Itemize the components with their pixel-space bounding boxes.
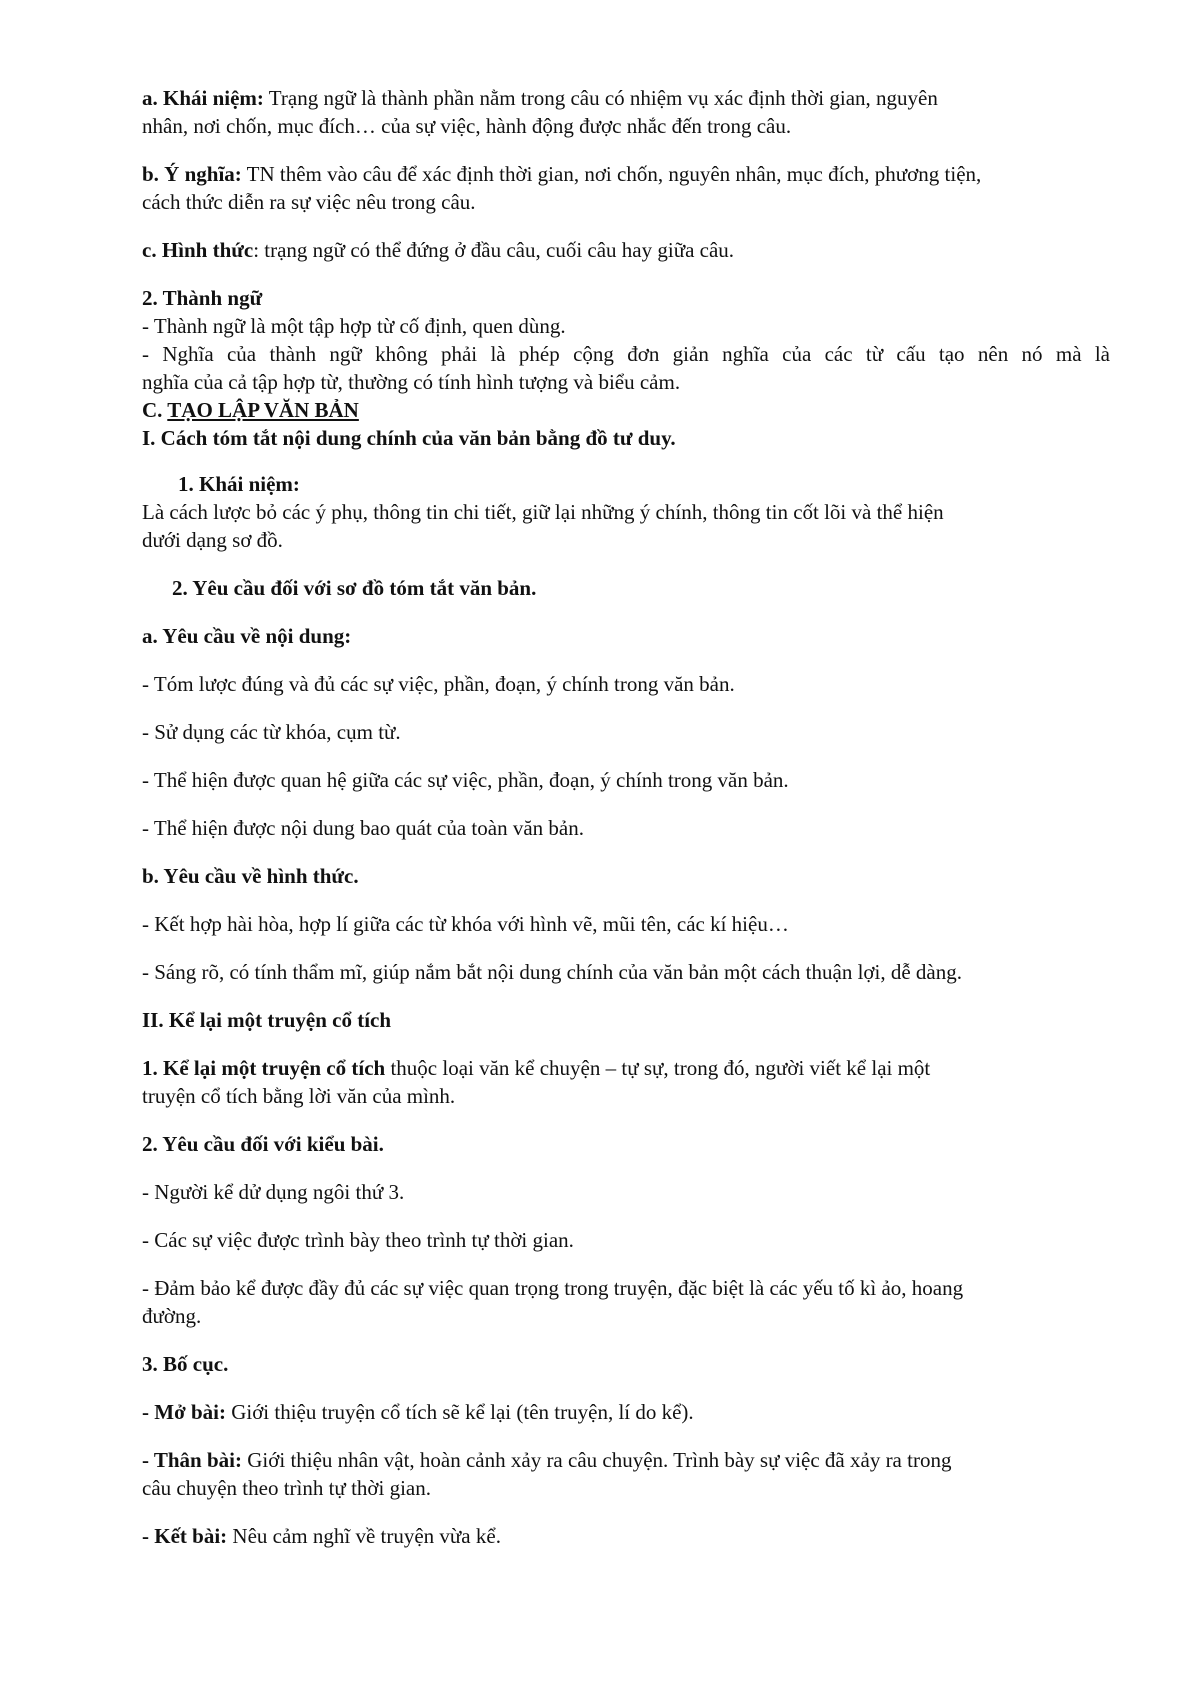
list-item: - Các sự việc được trình bày theo trình tự thời gian. [142,1228,574,1252]
paragraph-dinh-nghia: Là cách lược bỏ các ý phụ, thông tin chi tiết, giữ lại những ý chính, thông tin cốt lõi và thể hiện dưới dạng sơ đồ. [142,500,944,552]
paragraph-ke-lai: 1. Kể lại một truyện cổ tích thuộc loại văn kể chuyện – tự sự, trong đó, người viết kể lại một truyện cổ tích bằng lời văn của mình. [142,1056,931,1108]
heading-yeu-cau-kieu-bai: 2. Yêu cầu đối với kiểu bài. [142,1132,384,1156]
heading-section-i: I. Cách tóm tắt nội dung chính của văn bản bằng đồ tư duy. [142,426,676,450]
list-item: - Đảm bảo kể được đầy đủ các sự việc quan trọng trong truyện, đặc biệt là các yếu tố kì ảo, hoang đường. [142,1276,964,1328]
heading-section-ii: II. Kể lại một truyện cổ tích [142,1008,392,1032]
list-item: - Sử dụng các từ khóa, cụm từ. [142,720,401,744]
heading-part-c: C. TẠO LẬP VĂN BẢN [142,398,359,422]
heading-bo-cuc: 3. Bố cục. [142,1352,229,1376]
paragraph-ket-bai: - Kết bài: Nêu cảm nghĩ về truyện vừa kể. [142,1524,501,1548]
list-item: - Thành ngữ là một tập hợp từ cố định, quen dùng. [142,314,566,338]
paragraph-than-bai: - Thân bài: Giới thiệu nhân vật, hoàn cảnh xảy ra câu chuyện. Trình bày sự việc đã xảy ra trong câu chuyện theo trình tự thời gian. [142,1448,952,1500]
list-item: - Sáng rõ, có tính thẩm mĩ, giúp nắm bắt nội dung chính của văn bản một cách thuận lợi, dễ dàng. [142,960,963,984]
paragraph-y-nghia: b. Ý nghĩa: TN thêm vào câu để xác định thời gian, nơi chốn, nguyên nhân, mục đích, phương tiện, cách thức diễn ra sự việc nêu trong câu. [142,162,982,214]
list-item: - Tóm lược đúng và đủ các sự việc, phần, đoạn, ý chính trong văn bản. [142,672,735,696]
heading-yeu-cau-noi-dung: a. Yêu cầu về nội dung: [142,624,352,648]
subheading-khai-niem: 1. Khái niệm: [178,472,300,496]
heading-yeu-cau-hinh-thuc: b. Yêu cầu về hình thức. [142,864,359,888]
label-khai-niem: a. Khái niệm: [142,86,264,110]
paragraph-hinh-thuc: c. Hình thức: trạng ngữ có thể đứng ở đầu câu, cuối câu hay giữa câu. [142,238,735,262]
list-item: - Người kể dử dụng ngôi thứ 3. [142,1180,405,1204]
heading-thanh-ngu: 2. Thành ngữ [142,286,263,310]
list-item: - Thể hiện được quan hệ giữa các sự việc, phần, đoạn, ý chính trong văn bản. [142,768,789,792]
paragraph-mo-bai: - Mở bài: Giới thiệu truyện cổ tích sẽ kể lại (tên truyện, lí do kể). [142,1400,694,1424]
paragraph-khai-niem-trang-ngu: a. Khái niệm: Trạng ngữ là thành phần nằm trong câu có nhiệm vụ xác định thời gian, nguyên nhân, nơi chốn, mục đích… của sự việc, hành động được nhắc đến trong câu. [142,86,938,138]
label-hinh-thuc: c. Hình thức [142,238,254,262]
section-thanh-ngu: 2. Thành ngữ - Thành ngữ là một tập hợp từ cố định, quen dùng. - Nghĩa của thành ngữ không phải là phép cộng đơn giản nghĩa của các từ cấu tạo nên nó mà là nghĩa của cả tập hợp từ, thường có tính hình tượng và biểu cảm. C. TẠO LẬP VĂN BẢN I. Cách tóm tắt nội dung chính của văn bản bằng đồ tư duy. [142,286,1110,450]
list-item: - Thể hiện được nội dung bao quát của toàn văn bản. [142,816,584,840]
label-y-nghia: b. Ý nghĩa: [142,162,242,186]
document-page [142,84,1110,1550]
subheading-yeu-cau: 2. Yêu cầu đối với sơ đồ tóm tắt văn bản. [172,576,537,600]
list-item: - Nghĩa của thành ngữ không phải là phép cộng đơn giản nghĩa của các từ cấu tạo nên nó mà là [142,342,1110,366]
list-item: - Kết hợp hài hòa, hợp lí giữa các từ khóa với hình vẽ, mũi tên, các kí hiệu… [142,912,789,936]
